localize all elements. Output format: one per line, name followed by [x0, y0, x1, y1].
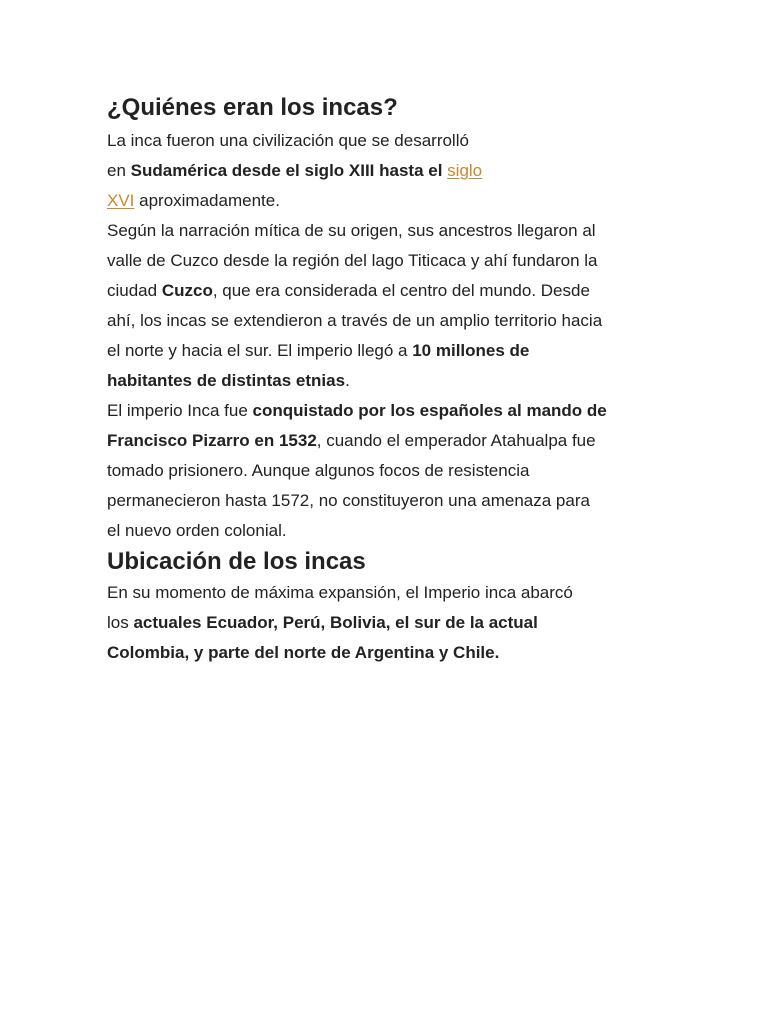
bold-text-run: Cuzco: [161, 281, 213, 300]
document-page: [107, 92, 707, 668]
text-line: [107, 456, 707, 486]
bold-text-run: habitantes de distintas etnias: [107, 371, 346, 390]
text-line: [107, 276, 707, 306]
text-line: [107, 156, 707, 186]
text-line: [107, 306, 707, 336]
text-run: , cuando el emperador Atahualpa fue: [316, 431, 596, 450]
paragraph-ubicacion: [107, 578, 707, 668]
text-run: el norte y hacia el sur. El imperio llegó a: [107, 341, 413, 360]
text-line: [107, 366, 707, 396]
text-line: [107, 578, 707, 608]
text-run: permanecieron hasta 1572, no constituyeron una amenaza para: [107, 491, 590, 510]
bold-text-run: Colombia, y parte del norte de Argentina y Chile.: [107, 643, 500, 662]
text-line: [107, 396, 707, 426]
text-run: tomado prisionero. Aunque algunos focos de resistencia: [107, 461, 530, 480]
text-run: La inca fueron una civilización que se desarrolló: [107, 131, 469, 150]
text-run: , que era considerada el centro del mundo. Desde: [212, 281, 590, 300]
text-line: [107, 336, 707, 366]
bold-text-run: 10 millones de: [412, 341, 530, 360]
text-line: [107, 216, 707, 246]
heading-quienes-eran: ¿Quiénes eran los incas?: [107, 94, 398, 121]
text-run: ciudad: [107, 281, 162, 300]
text-line: [107, 426, 707, 456]
text-run: ahí, los incas se extendieron a través de un amplio territorio hacia: [107, 311, 603, 330]
text-line: [107, 186, 707, 216]
text-line: [107, 126, 707, 156]
text-run: aproximadamente.: [134, 191, 280, 210]
text-run: los: [107, 613, 134, 632]
bold-text-run: Sudamérica desde el siglo XIII hasta el: [130, 161, 443, 180]
heading-ubicacion: Ubicación de los incas: [107, 548, 366, 575]
text-run: El imperio Inca fue: [107, 401, 253, 420]
bold-text-run: Francisco Pizarro en 1532: [107, 431, 317, 450]
bold-text-run: conquistado por los españoles al mando de: [252, 401, 607, 420]
text-line: [107, 246, 707, 276]
text-line: [107, 486, 707, 516]
text-line: [107, 516, 707, 546]
paragraph-quienes-eran: [107, 126, 707, 546]
text-run: .: [345, 371, 350, 390]
text-run: Según la narración mítica de su origen, sus ancestros llegaron al: [107, 221, 596, 240]
link-siglo-xvi[interactable]: siglo: [447, 161, 483, 180]
text-run: en: [107, 161, 131, 180]
bold-text-run: actuales Ecuador, Perú, Bolivia, el sur de la actual: [133, 613, 538, 632]
link-siglo-xvi[interactable]: XVI: [107, 191, 135, 210]
text-line: [107, 638, 707, 668]
text-run: el nuevo orden colonial.: [107, 521, 287, 540]
text-line: [107, 608, 707, 638]
text-run: valle de Cuzco desde la región del lago Titicaca y ahí fundaron la: [107, 251, 598, 270]
text-run: En su momento de máxima expansión, el Imperio inca abarcó: [107, 583, 573, 602]
